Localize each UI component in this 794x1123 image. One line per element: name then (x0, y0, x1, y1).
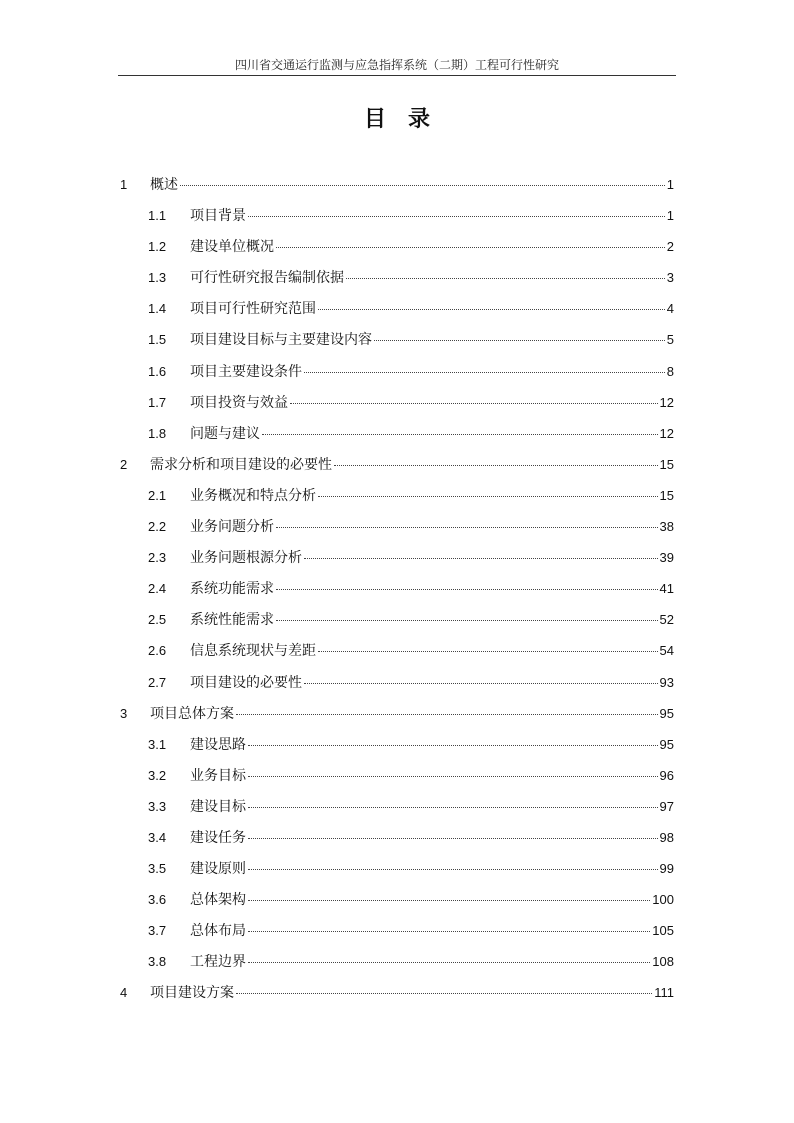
toc-entry-label: 项目主要建设条件 (190, 363, 302, 380)
toc-entry-label: 建设单位概况 (190, 239, 274, 256)
dot-leader (236, 993, 652, 994)
toc-entry[interactable] (118, 234, 674, 265)
toc-entry-number: 2.6 (148, 643, 167, 659)
toc-entry-label: 业务问题根源分析 (190, 550, 302, 567)
toc-entry-page-number: 2 (666, 239, 674, 255)
toc-entry[interactable] (118, 359, 674, 390)
toc-entry-page-number: 54 (659, 643, 674, 659)
toc-entry-number: 3.3 (148, 798, 167, 814)
dot-leader (318, 651, 658, 652)
toc-entry-number: 1.5 (148, 332, 167, 348)
toc-entry-label: 总体布局 (190, 923, 246, 940)
toc-entry-page-number: 12 (659, 394, 674, 410)
toc-entry-number: 2 (120, 456, 128, 472)
toc-entry[interactable] (118, 390, 674, 421)
document-title: 四川省交通运行监测与应急指挥系统（二期）工程可行性研究 (234, 58, 559, 72)
toc-entry-page-number: 39 (659, 550, 674, 566)
toc-entry[interactable] (118, 545, 674, 576)
toc-entry-page-number: 1 (666, 177, 674, 192)
toc-entry-page-number: 1 (666, 208, 674, 224)
dot-leader (318, 309, 665, 310)
toc-entry-label: 系统性能需求 (190, 612, 274, 629)
toc-entry[interactable] (118, 483, 674, 514)
dot-leader (248, 807, 658, 808)
toc-entry-page-number: 5 (666, 332, 674, 348)
dot-leader (318, 496, 658, 497)
toc-entry[interactable] (118, 327, 674, 358)
toc-entry-page-number: 15 (659, 487, 674, 503)
toc-entry-page-number: 99 (659, 861, 674, 877)
toc-entry[interactable] (118, 856, 674, 887)
toc-entry[interactable] (118, 452, 674, 483)
toc-entry-number: 1.4 (148, 301, 167, 317)
toc-entry-page-number: 41 (659, 581, 674, 597)
toc-entry-page-number: 108 (652, 954, 674, 970)
dot-leader (276, 527, 658, 528)
toc-entry[interactable] (118, 825, 674, 856)
toc-entry-number: 2.4 (148, 581, 167, 597)
toc-entry-page-number: 15 (659, 456, 674, 472)
dot-leader (236, 714, 658, 715)
toc-entry-label: 项目建设的必要性 (190, 674, 302, 691)
toc-entry-page-number: 105 (652, 923, 674, 939)
toc-entry-label: 工程边界 (190, 954, 246, 971)
toc-entry-label: 业务概况和特点分析 (190, 487, 316, 504)
toc-entry-label: 问题与建议 (190, 425, 260, 442)
toc-entry-page-number: 93 (659, 674, 674, 690)
toc-entry-number: 2.2 (148, 519, 167, 535)
toc-entry[interactable] (118, 763, 674, 794)
toc-entry-number: 1.1 (148, 208, 167, 224)
dot-leader (304, 372, 665, 373)
toc-entry-label: 概述 (150, 177, 178, 193)
toc-entry-page-number: 12 (659, 425, 674, 441)
toc-entry-number: 2.7 (148, 674, 167, 690)
toc-entry-label: 项目总体方案 (150, 705, 234, 722)
table-of-contents (118, 172, 674, 1012)
dot-leader (334, 465, 658, 466)
toc-entry-label: 项目建设方案 (150, 985, 234, 1002)
toc-entry-label: 项目背景 (190, 208, 246, 225)
toc-entry-number: 1.7 (148, 394, 167, 410)
page-header (118, 58, 676, 76)
dot-leader (248, 838, 658, 839)
toc-entry-label: 需求分析和项目建设的必要性 (150, 456, 332, 473)
toc-entry-label: 建设原则 (190, 861, 246, 878)
toc-entry[interactable] (118, 296, 674, 327)
toc-entry-number: 1.3 (148, 270, 167, 286)
toc-entry[interactable] (118, 265, 674, 296)
toc-entry-page-number: 96 (659, 767, 674, 783)
toc-entry[interactable] (118, 514, 674, 545)
toc-entry[interactable] (118, 949, 674, 980)
toc-entry[interactable] (118, 607, 674, 638)
toc-entry[interactable] (118, 203, 674, 234)
toc-entry-number: 4 (120, 985, 128, 1001)
toc-entry-number: 2.3 (148, 550, 167, 566)
toc-entry-number: 3.8 (148, 954, 167, 970)
toc-entry-page-number: 111 (654, 985, 674, 1001)
dot-leader (248, 745, 658, 746)
dot-leader (346, 278, 665, 279)
toc-entry-page-number: 8 (666, 363, 674, 379)
dot-leader (304, 558, 658, 559)
toc-entry-label: 业务目标 (190, 767, 246, 784)
toc-entry[interactable] (118, 421, 674, 452)
toc-entry-number: 3.4 (148, 829, 167, 845)
toc-entry-page-number: 98 (659, 829, 674, 845)
dot-leader (248, 962, 650, 963)
toc-entry-label: 项目可行性研究范围 (190, 301, 316, 318)
dot-leader (248, 216, 665, 217)
toc-entry[interactable] (118, 576, 674, 607)
toc-entry[interactable] (118, 172, 674, 203)
dot-leader (276, 247, 665, 248)
toc-heading: 目录 (363, 106, 452, 132)
toc-entry-number: 2.5 (148, 612, 167, 628)
toc-entry-number: 1 (120, 177, 128, 192)
toc-entry[interactable] (118, 918, 674, 949)
dot-leader (248, 900, 650, 901)
toc-entry-page-number: 52 (659, 612, 674, 628)
dot-leader (276, 620, 658, 621)
toc-entry-label: 项目投资与效益 (190, 394, 288, 411)
toc-entry-label: 可行性研究报告编制依据 (190, 270, 344, 287)
dot-leader (180, 185, 665, 186)
toc-entry-number: 3 (120, 705, 128, 721)
dot-leader (290, 403, 658, 404)
toc-entry-page-number: 100 (652, 892, 674, 908)
toc-entry[interactable] (118, 980, 674, 1011)
toc-entry-page-number: 95 (659, 736, 674, 752)
toc-entry-number: 3.1 (148, 736, 167, 752)
toc-entry-label: 总体架构 (190, 892, 246, 909)
dot-leader (374, 340, 665, 341)
toc-entry-label: 项目建设目标与主要建设内容 (190, 332, 372, 349)
toc-entry-label: 建设目标 (190, 798, 246, 815)
toc-entry-label: 系统功能需求 (190, 581, 274, 598)
toc-entry[interactable] (118, 794, 674, 825)
toc-entry-page-number: 97 (659, 798, 674, 814)
toc-entry-number: 3.2 (148, 767, 167, 783)
toc-entry-label: 建设思路 (190, 736, 246, 753)
dot-leader (248, 776, 658, 777)
toc-entry-page-number: 95 (659, 705, 674, 721)
toc-entry-number: 2.1 (148, 487, 167, 503)
toc-entry-number: 3.6 (148, 892, 167, 908)
toc-entry-number: 1.8 (148, 425, 167, 441)
toc-entry[interactable] (118, 701, 674, 732)
dot-leader (276, 589, 658, 590)
toc-entry-label: 建设任务 (190, 829, 246, 846)
toc-entry-label: 业务问题分析 (190, 519, 274, 536)
dot-leader (304, 683, 658, 684)
toc-entry-number: 1.6 (148, 363, 167, 379)
toc-entry-number: 3.7 (148, 923, 167, 939)
toc-entry[interactable] (118, 887, 674, 918)
toc-entry[interactable] (118, 670, 674, 701)
toc-entry-page-number: 3 (666, 270, 674, 286)
toc-entry[interactable] (118, 732, 674, 763)
dot-leader (248, 869, 658, 870)
dot-leader (248, 931, 650, 932)
toc-entry-page-number: 4 (666, 301, 674, 317)
toc-entry-number: 3.5 (148, 861, 167, 877)
toc-entry-number: 1.2 (148, 239, 167, 255)
toc-entry[interactable] (118, 638, 674, 669)
toc-entry-label: 信息系统现状与差距 (190, 643, 316, 660)
dot-leader (262, 434, 658, 435)
toc-entry-page-number: 38 (659, 519, 674, 535)
